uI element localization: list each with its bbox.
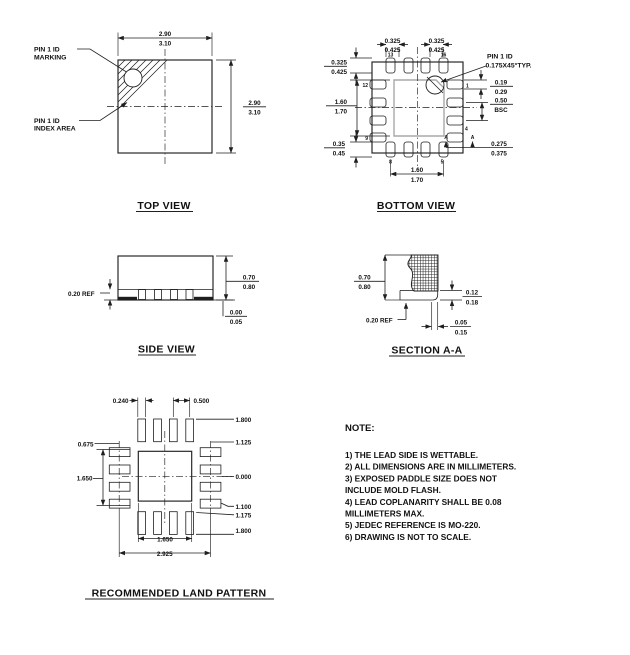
pin-number: 12 — [362, 83, 368, 89]
note-line: 3) EXPOSED PADDLE SIZE DOES NOT — [345, 473, 497, 484]
dim-value: 0.70 — [242, 274, 256, 282]
pin-number: 4 — [465, 126, 468, 133]
top-view-title: TOP VIEW — [137, 200, 191, 212]
bottom-view-title: BOTTOM VIEW — [376, 200, 456, 212]
dim-value: 0.425 — [384, 47, 401, 54]
lead-profile — [400, 291, 438, 301]
dim-value: 0.00 — [229, 309, 243, 317]
land-pattern-view — [77, 398, 274, 600]
dim-value: 1.125 — [235, 439, 252, 447]
section-cut-markers — [444, 135, 475, 148]
dim-left-mid — [326, 80, 390, 136]
dim-value: 0.000 — [235, 474, 252, 482]
dim-right-mid — [466, 97, 513, 120]
dim-value: 2.90 — [248, 99, 261, 107]
dim-value: 0.375 — [491, 150, 507, 158]
dim-value: 1.70 — [334, 108, 347, 116]
package-profile — [118, 256, 213, 300]
dim-value: 1.100 — [235, 503, 252, 511]
pin-number: 8 — [389, 159, 392, 166]
side-view — [68, 256, 259, 356]
pin1-index-label: PIN 1 ID — [34, 118, 60, 125]
section-aa-title: SECTION A-A — [391, 344, 463, 357]
note-line: 6) DRAWING IS NOT TO SCALE. — [345, 531, 472, 542]
dim-body-height — [216, 256, 259, 300]
dim-value: 1.650 — [157, 536, 173, 544]
note-line: 4) LEAD COPLANARITY SHALL BE 0.08 — [345, 496, 502, 507]
dim-section-height — [354, 255, 411, 300]
dim-value: 1.60 — [410, 167, 424, 174]
dim-standoff — [223, 301, 247, 326]
dim-value: 1.800 — [235, 416, 252, 424]
section-marker-a: A — [444, 135, 448, 141]
dim-value: 0.70 — [358, 274, 371, 282]
dim-value: 0.425 — [428, 47, 445, 54]
pin1-marking-circle — [124, 69, 142, 87]
pin1-marking-label: MARKING — [34, 54, 67, 62]
lead-stubs — [139, 290, 194, 300]
dim-value: 1.800 — [235, 527, 252, 535]
pin1-index-callout — [34, 103, 127, 133]
dim-value: 0.325 — [428, 37, 445, 45]
pin1-index-label: INDEX AREA — [34, 125, 76, 133]
dim-left-offset — [78, 441, 119, 448]
dim-value: 0.20 REF — [366, 317, 393, 325]
dim-lead-ref — [68, 279, 110, 310]
dim-value: 2.925 — [156, 550, 173, 558]
pin1-marking-callout — [34, 47, 127, 73]
exposed-paddle — [394, 80, 444, 136]
right-dimension-labels — [196, 417, 252, 535]
dim-value: 1.60 — [334, 98, 347, 106]
dim-bottom — [391, 160, 444, 184]
dim-pad-width — [113, 398, 154, 418]
land-pattern-title: RECOMMENDED LAND PATTERN — [91, 587, 267, 600]
note-line: MILLIMETERS MAX. — [345, 508, 425, 519]
dim-value: 0.18 — [465, 299, 479, 307]
dim-value: 0.425 — [331, 69, 347, 76]
dim-value: BSC — [494, 107, 508, 114]
dim-value: 0.500 — [193, 398, 210, 405]
dim-right-bottom — [446, 141, 513, 158]
pin-number: 16 — [440, 52, 447, 59]
pin1-hatch-area — [118, 60, 167, 109]
dim-left-span — [77, 450, 130, 506]
notes-heading: NOTE: — [345, 423, 375, 434]
pin-number: 5 — [440, 159, 444, 166]
dim-value: 1.70 — [410, 176, 424, 184]
note-line: 5) JEDEC REFERENCE IS MO-220. — [345, 520, 481, 531]
dim-value: 0.05 — [229, 319, 243, 326]
dim-value: 0.275 — [491, 140, 507, 148]
dim-value: 0.325 — [384, 37, 401, 45]
dim-value: 0.45 — [332, 150, 345, 158]
dim-section-ref — [366, 303, 406, 324]
dim-value: 0.325 — [331, 59, 347, 67]
pin1-chamfer-label: 0.175X45°TYP. — [485, 62, 532, 70]
dim-left-top — [324, 48, 372, 84]
dim-flank-height — [440, 281, 482, 311]
dim-value: 0.12 — [465, 289, 479, 297]
bottom-view — [324, 38, 532, 212]
dim-value: 0.50 — [494, 97, 508, 105]
dim-value: 0.05 — [454, 319, 468, 327]
dim-value: 1.175 — [235, 512, 252, 520]
note-line: 2) ALL DIMENSIONS ARE IN MILLIMETERS. — [345, 461, 517, 472]
section-aa-view — [354, 255, 482, 357]
dim-top-right — [421, 38, 452, 57]
dim-value: 2.90 — [158, 31, 172, 38]
dim-value: 0.675 — [77, 441, 94, 449]
dim-value: 0.15 — [454, 329, 468, 337]
pin-number: 9 — [365, 136, 368, 142]
pin-number: 13 — [387, 52, 394, 59]
dim-pitch — [173, 398, 209, 418]
dim-value: 0.29 — [494, 89, 508, 96]
dim-value: 0.35 — [332, 140, 345, 148]
dim-value: 0.19 — [494, 79, 508, 87]
pin1-id-label: PIN 1 ID — [487, 53, 513, 61]
pin1-id-callout — [441, 54, 532, 83]
dim-value: 3.10 — [158, 40, 172, 48]
wettable-flank — [118, 297, 137, 300]
top-view — [34, 31, 266, 212]
dim-value: 0.80 — [358, 284, 371, 291]
wettable-flank — [194, 297, 213, 300]
section-marker-a: A — [470, 135, 475, 141]
dim-right-height — [216, 60, 266, 153]
dim-value: 0.20 REF — [68, 291, 95, 298]
note-line: 1) THE LEAD SIDE IS WETTABLE. — [345, 450, 479, 460]
dim-value: 0.240 — [112, 398, 129, 405]
dim-value: 1.650 — [76, 475, 93, 483]
side-view-title: SIDE VIEW — [138, 343, 195, 356]
pin-numbers — [362, 53, 469, 166]
mold-cross-hatch — [408, 255, 438, 291]
dim-step — [422, 302, 472, 336]
pin-number: 1 — [466, 83, 469, 90]
dim-right-top — [464, 70, 513, 99]
note-line: INCLUDE MOLD FLASH. — [345, 485, 441, 496]
dim-value: 3.10 — [248, 109, 261, 117]
pin1-marking-label: PIN 1 ID — [34, 46, 60, 54]
dim-value: 0.80 — [242, 284, 256, 291]
notes-block — [345, 423, 516, 542]
